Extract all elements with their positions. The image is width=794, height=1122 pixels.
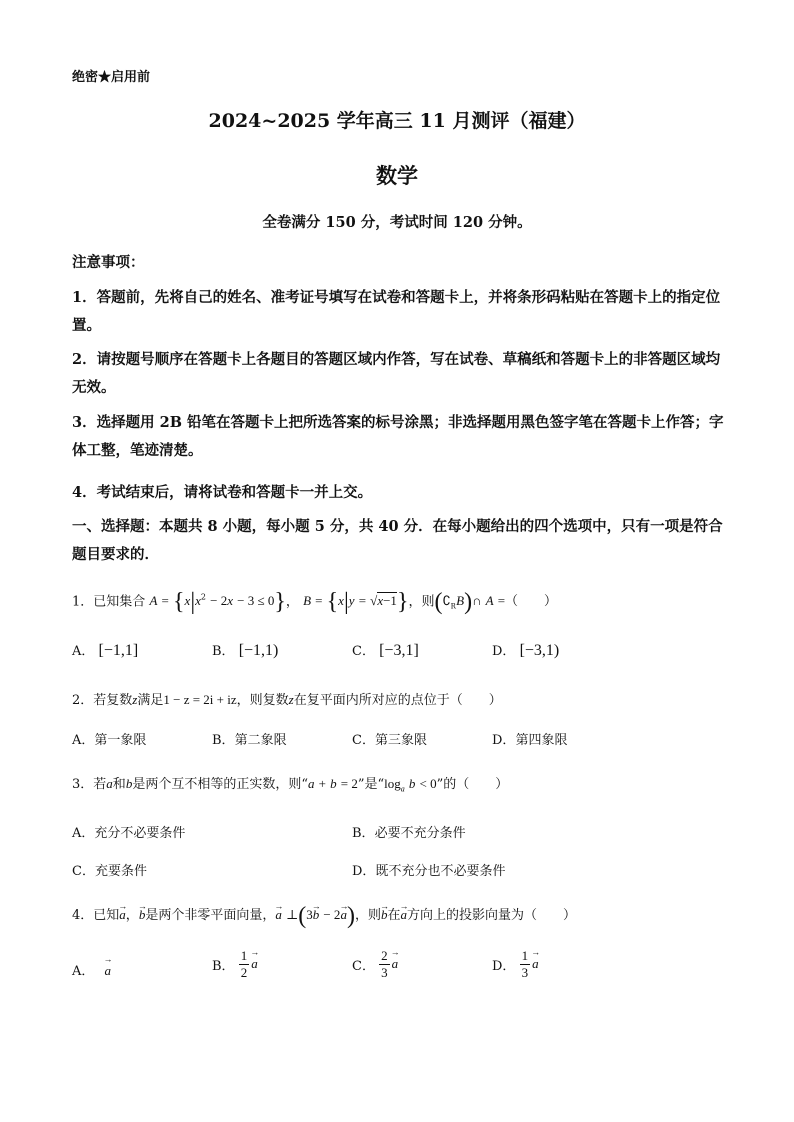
option-a[interactable]: A． → a xyxy=(72,960,111,979)
option-b[interactable]: B． [−1,1) xyxy=(212,642,279,659)
question-number: 1． xyxy=(72,594,94,610)
option-b[interactable]: B．第二象限 xyxy=(212,733,287,748)
question-4-options xyxy=(72,948,732,992)
question-number: 3． xyxy=(72,777,94,792)
condition-2: $\log_a b < 0$ xyxy=(384,776,437,794)
option-c[interactable]: C． [−3,1] xyxy=(352,642,419,659)
option-d[interactable]: D．第四象限 xyxy=(492,733,568,748)
option-d[interactable]: D． [−3,1) xyxy=(492,642,560,659)
option-c[interactable]: C． $\frac{2}{3}$ → a xyxy=(352,948,398,981)
option-b[interactable]: B．必要不充分条件 xyxy=(352,826,466,841)
condition-1: a + b = 2 xyxy=(307,776,358,791)
option-a[interactable]: A．第一象限 xyxy=(72,733,147,748)
question-number: 4． xyxy=(72,908,94,923)
question-text: 已知集合 xyxy=(93,594,146,610)
question-1: 1．已知集合 $A = \{x|x^2 - 2x - 3 \le 0\}$， B = {x|y = √x−1}，则$(∁_RB)\cap$ A =（ ） xyxy=(72,589,558,616)
set-a: $A = \{x|x^2 - 2x - 3 \le 0\}$ xyxy=(149,589,286,616)
secret-label: 绝密★启用前 xyxy=(72,70,151,85)
note-item-1: 1．答题前，先将自己的姓名、准考证号填写在试卷和答题卡上，并将条形码粘贴在答题卡上的指定位置。 xyxy=(72,289,721,334)
exam-info: 全卷满分 150 分，考试时间 120 分钟。 xyxy=(262,214,532,231)
equation: 1 − z = 2i + iz xyxy=(163,692,237,707)
option-d[interactable]: D． $\frac{1}{3}$ → a xyxy=(492,948,539,981)
question-4: 4．已知→ a，→ b是两个非零平面向量，→ a ⊥(3→ b − 2→ a)，则→ b在→ a方向上的投影向量为（ ） xyxy=(72,902,576,929)
notes-heading: 注意事项： xyxy=(72,254,145,271)
note-item-4: 4．考试结束后，请将试卷和答题卡一并上交。 xyxy=(72,484,373,501)
exam-title: 2024~2025 学年高三 11 月测评（福建） xyxy=(208,110,586,132)
section-heading: 一、选择题：本题共 8 小题，每小题 5 分，共 40 分．在每小题给出的四个选项中，只有一项是符合题目要求的． xyxy=(72,518,723,563)
option-a[interactable]: A． [−1,1] xyxy=(72,642,139,659)
option-c[interactable]: C．第三象限 xyxy=(352,733,427,748)
note-item-3: 3．选择题用 2B 铅笔在答题卡上把所选答案的标号涂黑；非选择题用黑色签字笔在答题卡上作答；字体工整，笔迹清楚。 xyxy=(72,414,724,459)
question-1-options xyxy=(72,640,732,664)
complement-expression: $(∁_RB)\cap$ A =（ ） xyxy=(434,589,558,616)
option-d[interactable]: D．既不充分也不必要条件 xyxy=(352,864,506,879)
subject-title: 数学 xyxy=(376,163,418,188)
perpendicular-condition: → a ⊥(3→ b − 2→ a) xyxy=(275,908,355,923)
option-c[interactable]: C．充要条件 xyxy=(72,864,147,879)
note-item-2: 2．请按题号顺序在答题卡上各题目的答题区域内作答，写在试卷、草稿纸和答题卡上的非答题区域均无效。 xyxy=(72,351,721,396)
question-2-options xyxy=(72,729,732,751)
option-a[interactable]: A．充分不必要条件 xyxy=(72,826,186,841)
question-3: 3．若a和b是两个互不相等的正实数，则“a + b = 2”是“$\log_a$ b < 0”的（ ） xyxy=(72,776,509,794)
question-2: 2．若复数z满足1 − z = 2i + iz，则复数z在复平面内所对应的点位于（ ） xyxy=(72,692,502,708)
question-text: 则 xyxy=(421,594,435,610)
option-b[interactable]: B． $\frac{1}{2}$ → a xyxy=(212,948,258,981)
set-b: B = {x|y = √x−1} xyxy=(303,589,409,616)
question-number: 2． xyxy=(72,693,94,708)
